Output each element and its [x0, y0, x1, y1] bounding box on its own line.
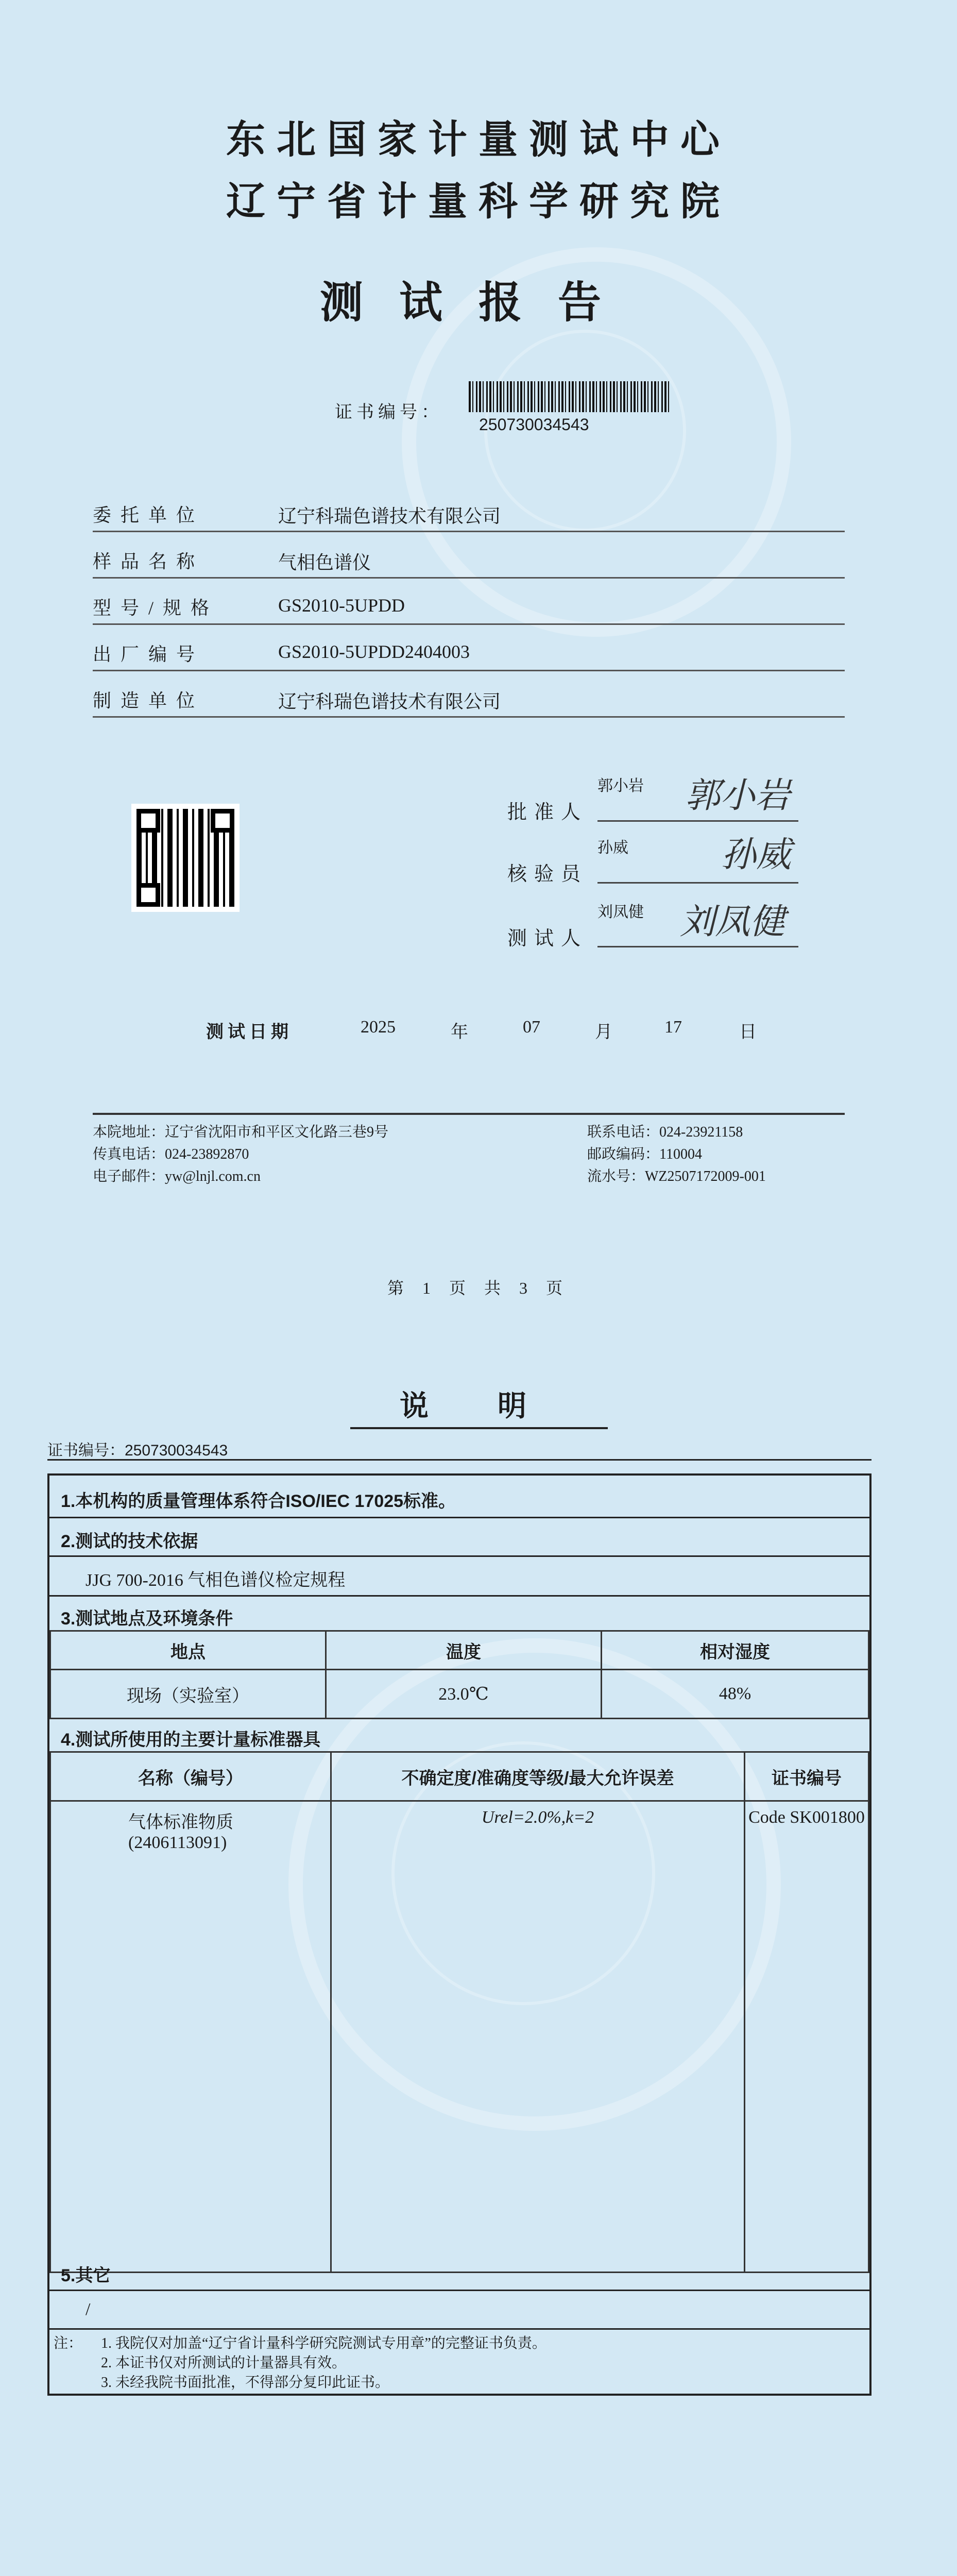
field-label: 型号/规格: [93, 598, 219, 618]
env-header-temp: 温度: [326, 1631, 602, 1670]
test-date: [206, 1018, 773, 1043]
checker-name: 孙威: [597, 839, 628, 856]
sec1-text: 1.本机构的质量管理体系符合ISO/IEC 17025标准。: [61, 1492, 456, 1511]
note-3: 3. 未经我院书面批准，不得部分复印此证书。: [101, 2375, 390, 2391]
standards-table: [49, 1751, 869, 2273]
field-label: 出厂编号: [93, 644, 204, 665]
sec5-body: /: [86, 2300, 91, 2319]
address: 本院地址：辽宁省沈阳市和平区文化路三巷9号: [93, 1124, 389, 1140]
sec2-divider: [49, 1555, 869, 1557]
notes-divider: [49, 2328, 869, 2330]
tester-line: [597, 946, 798, 947]
checker-signature: 孙威: [721, 835, 792, 875]
field-entrust: [93, 489, 845, 532]
env-temp: 23.0℃: [326, 1670, 602, 1719]
std-uncert: Urel=2.0%,k=2: [331, 1801, 745, 2273]
field-manufacturer: [93, 675, 845, 718]
field-serial: [93, 629, 845, 671]
fax: 传真电话：024-23892870: [93, 1146, 249, 1162]
barcode: [469, 381, 670, 412]
sec1-divider: [49, 1517, 869, 1518]
approver-label: 批准人: [507, 802, 588, 823]
checker-line: [597, 882, 798, 884]
qr-code: [131, 804, 240, 912]
tester-label: 测试人: [507, 928, 588, 950]
note-1: 1. 我院仅对加盖“辽宁省计量科学研究院测试专用章”的完整证书负责。: [101, 2335, 546, 2351]
std-code: (2406113091): [128, 1833, 227, 1852]
explanation-box: [47, 1473, 871, 2396]
std-name-cell: [50, 1801, 331, 2273]
field-label: 制造单位: [93, 690, 204, 711]
field-value: 辽宁科瑞色谱技术有限公司: [278, 691, 501, 712]
org-name-line1: 东北国家计量测试中心: [226, 118, 731, 162]
org-name-line2: 辽宁省计量科学研究院: [226, 180, 731, 224]
std-header-uncert: 不确定度/准确度等级/最大允许误差: [331, 1752, 745, 1801]
page-number: 第 1 页 共 3 页: [387, 1279, 570, 1297]
postcode: 邮政编码：110004: [587, 1146, 702, 1162]
field-label: 委托单位: [93, 505, 204, 526]
date-year: 2025: [361, 1018, 396, 1037]
page-2: [0, 1350, 957, 2576]
env-header-humidity: 相对湿度: [602, 1631, 869, 1670]
title-underline: [350, 1427, 608, 1429]
note-2: 2. 本证书仅对所测试的计量器具有效。: [101, 2355, 347, 2371]
sec3-heading: 3.测试地点及环境条件: [61, 1609, 233, 1629]
field-model: [93, 582, 845, 625]
tester-signature: 刘凤健: [680, 902, 785, 942]
std-cert: Code SK001800: [745, 1801, 869, 2273]
date-day-unit: 日: [739, 1023, 757, 1042]
env-humidity: 48%: [602, 1670, 869, 1719]
approver-signature: 郭小岩: [685, 775, 791, 816]
field-label: 样品名称: [93, 551, 204, 572]
date-day: 17: [664, 1018, 682, 1037]
flow-number: 流水号：WZ2507172009-001: [587, 1168, 766, 1184]
date-month-unit: 月: [595, 1023, 612, 1042]
cert-line: 证书编号：250730034543: [47, 1442, 228, 1459]
sec4-heading: 4.测试所使用的主要计量标准器具: [61, 1730, 321, 1750]
field-sample-name: [93, 536, 845, 579]
std-header-cert: 证书编号: [745, 1752, 869, 1801]
std-header-name: 名称（编号）: [50, 1752, 331, 1801]
env-location: 现场（实验室）: [50, 1670, 326, 1719]
field-value: GS2010-5UPDD: [278, 595, 405, 616]
approver-name: 郭小岩: [597, 777, 644, 794]
field-value: 气相色谱仪: [278, 552, 371, 573]
email: 电子邮件：yw@lnjl.com.cn: [93, 1168, 261, 1184]
cert-label: 证书编号：: [335, 402, 443, 422]
sec2-heading: 2.测试的技术依据: [61, 1532, 198, 1551]
checker-label: 核验员: [507, 863, 588, 885]
report-title: 测试报告: [319, 279, 637, 327]
date-year-unit: 年: [451, 1023, 468, 1042]
field-value: 辽宁科瑞色谱技术有限公司: [278, 506, 501, 527]
sec2-body-divider: [49, 1595, 869, 1597]
phone: 联系电话：024-23921158: [587, 1124, 743, 1140]
date-month: 07: [523, 1018, 540, 1037]
environment-table: [49, 1630, 869, 1719]
header-divider: [47, 1459, 871, 1461]
note-label: 注：: [54, 2335, 83, 2351]
cert-number: 250730034543: [479, 415, 589, 434]
sec5-heading: 5.其它: [61, 2266, 111, 2285]
sec2-body: JJG 700-2016 气相色谱仪检定规程: [86, 1571, 346, 1590]
contact-divider: [93, 1113, 845, 1115]
env-header-location: 地点: [50, 1631, 326, 1670]
date-label: 测试日期: [206, 1023, 293, 1042]
approver-line: [597, 820, 798, 822]
tester-name: 刘凤健: [597, 904, 644, 921]
sec5-divider: [49, 2290, 869, 2291]
std-name: 气体标准物质: [128, 1813, 233, 1832]
page-title: 说 明: [400, 1391, 557, 1422]
field-value: GS2010-5UPDD2404003: [278, 641, 470, 662]
